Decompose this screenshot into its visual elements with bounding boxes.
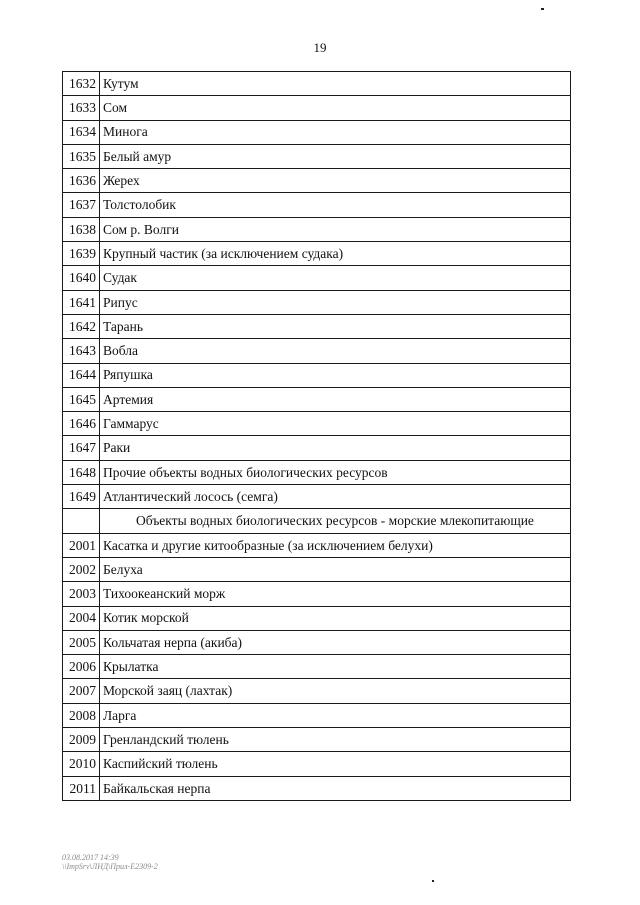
species-code: 2011 (63, 776, 100, 800)
table-row (63, 314, 571, 338)
species-name: Толстолобик (100, 193, 571, 217)
species-name: Белый амур (100, 144, 571, 168)
table-row (63, 752, 571, 776)
table-row (63, 655, 571, 679)
species-code: 1634 (63, 120, 100, 144)
species-name: Крылатка (100, 655, 571, 679)
species-name: Касатка и другие китообразные (за исключением белухи) (100, 533, 571, 557)
species-code: 1645 (63, 387, 100, 411)
print-stamp (62, 853, 158, 871)
table-row (63, 703, 571, 727)
species-code: 2003 (63, 582, 100, 606)
species-name: Ларга (100, 703, 571, 727)
species-code: 1639 (63, 242, 100, 266)
species-name: Артемия (100, 387, 571, 411)
table-body-marine-mammals (63, 533, 571, 800)
species-name: Сом р. Волги (100, 217, 571, 241)
species-code: 1648 (63, 460, 100, 484)
species-name: Тарань (100, 314, 571, 338)
species-code: 2009 (63, 728, 100, 752)
table-row (63, 387, 571, 411)
species-code: 1644 (63, 363, 100, 387)
page-number: 19 (313, 40, 327, 55)
species-code: 2004 (63, 606, 100, 630)
species-code: 1641 (63, 290, 100, 314)
species-code: 2002 (63, 557, 100, 581)
species-name: Тихоокеанский морж (100, 582, 571, 606)
species-name: Судак (100, 266, 571, 290)
species-name: Гренландский тюлень (100, 728, 571, 752)
table-row (63, 436, 571, 460)
species-name: Прочие объекты водных биологических ресурсов (100, 460, 571, 484)
print-stamp-path: \\ImpSrv\ЛНД\Прил-E2309-2 (62, 862, 158, 872)
table-row (63, 606, 571, 630)
species-code: 1635 (63, 144, 100, 168)
species-code: 1640 (63, 266, 100, 290)
species-code: 2010 (63, 752, 100, 776)
species-code: 1646 (63, 412, 100, 436)
table-row (63, 290, 571, 314)
table-row (63, 169, 571, 193)
species-name: Байкальская нерпа (100, 776, 571, 800)
species-code: 1637 (63, 193, 100, 217)
section-title: Объекты водных биологических ресурсов - морские млекопитающие (100, 509, 571, 533)
species-code: 1647 (63, 436, 100, 460)
species-code: 1649 (63, 485, 100, 509)
species-name: Котик морской (100, 606, 571, 630)
table-row (63, 630, 571, 654)
scan-speck (432, 880, 434, 882)
scan-speck (541, 8, 544, 10)
species-code: 2005 (63, 630, 100, 654)
species-code: 2007 (63, 679, 100, 703)
species-name: Кутум (100, 72, 571, 96)
species-name: Кольчатая нерпа (акиба) (100, 630, 571, 654)
table-body-fish (63, 72, 571, 509)
table-row (63, 193, 571, 217)
table-row (63, 266, 571, 290)
table-row (63, 120, 571, 144)
species-code: 2008 (63, 703, 100, 727)
table-row (63, 363, 571, 387)
species-name: Жерех (100, 169, 571, 193)
species-code: 1632 (63, 72, 100, 96)
species-name: Морской заяц (лахтак) (100, 679, 571, 703)
table-section-header (63, 509, 571, 533)
table-row (63, 582, 571, 606)
print-stamp-date: 03.08.2017 14:39 (62, 853, 119, 862)
table-row (63, 679, 571, 703)
species-code: 1636 (63, 169, 100, 193)
table-row (63, 72, 571, 96)
table-row (63, 776, 571, 800)
species-code: 1633 (63, 96, 100, 120)
species-name: Гаммарус (100, 412, 571, 436)
species-name: Каспийский тюлень (100, 752, 571, 776)
table-row (63, 144, 571, 168)
section-header-row (63, 509, 571, 533)
species-name: Рипус (100, 290, 571, 314)
species-name: Атлантический лосось (семга) (100, 485, 571, 509)
species-code: 1642 (63, 314, 100, 338)
species-code: 2006 (63, 655, 100, 679)
species-name: Крупный частик (за исключением судака) (100, 242, 571, 266)
species-code: 1643 (63, 339, 100, 363)
species-name: Белуха (100, 557, 571, 581)
table-row (63, 412, 571, 436)
table-row (63, 217, 571, 241)
species-name: Ряпушка (100, 363, 571, 387)
species-name: Раки (100, 436, 571, 460)
species-name: Минога (100, 120, 571, 144)
species-name: Сом (100, 96, 571, 120)
table-row (63, 96, 571, 120)
table-row (63, 557, 571, 581)
species-code: 1638 (63, 217, 100, 241)
section-header-code-cell (63, 509, 100, 533)
species-name: Вобла (100, 339, 571, 363)
species-code: 2001 (63, 533, 100, 557)
table-row (63, 533, 571, 557)
species-code-table (62, 71, 571, 801)
table-row (63, 460, 571, 484)
table-row (63, 728, 571, 752)
table-row (63, 339, 571, 363)
table-row (63, 485, 571, 509)
table-row (63, 242, 571, 266)
